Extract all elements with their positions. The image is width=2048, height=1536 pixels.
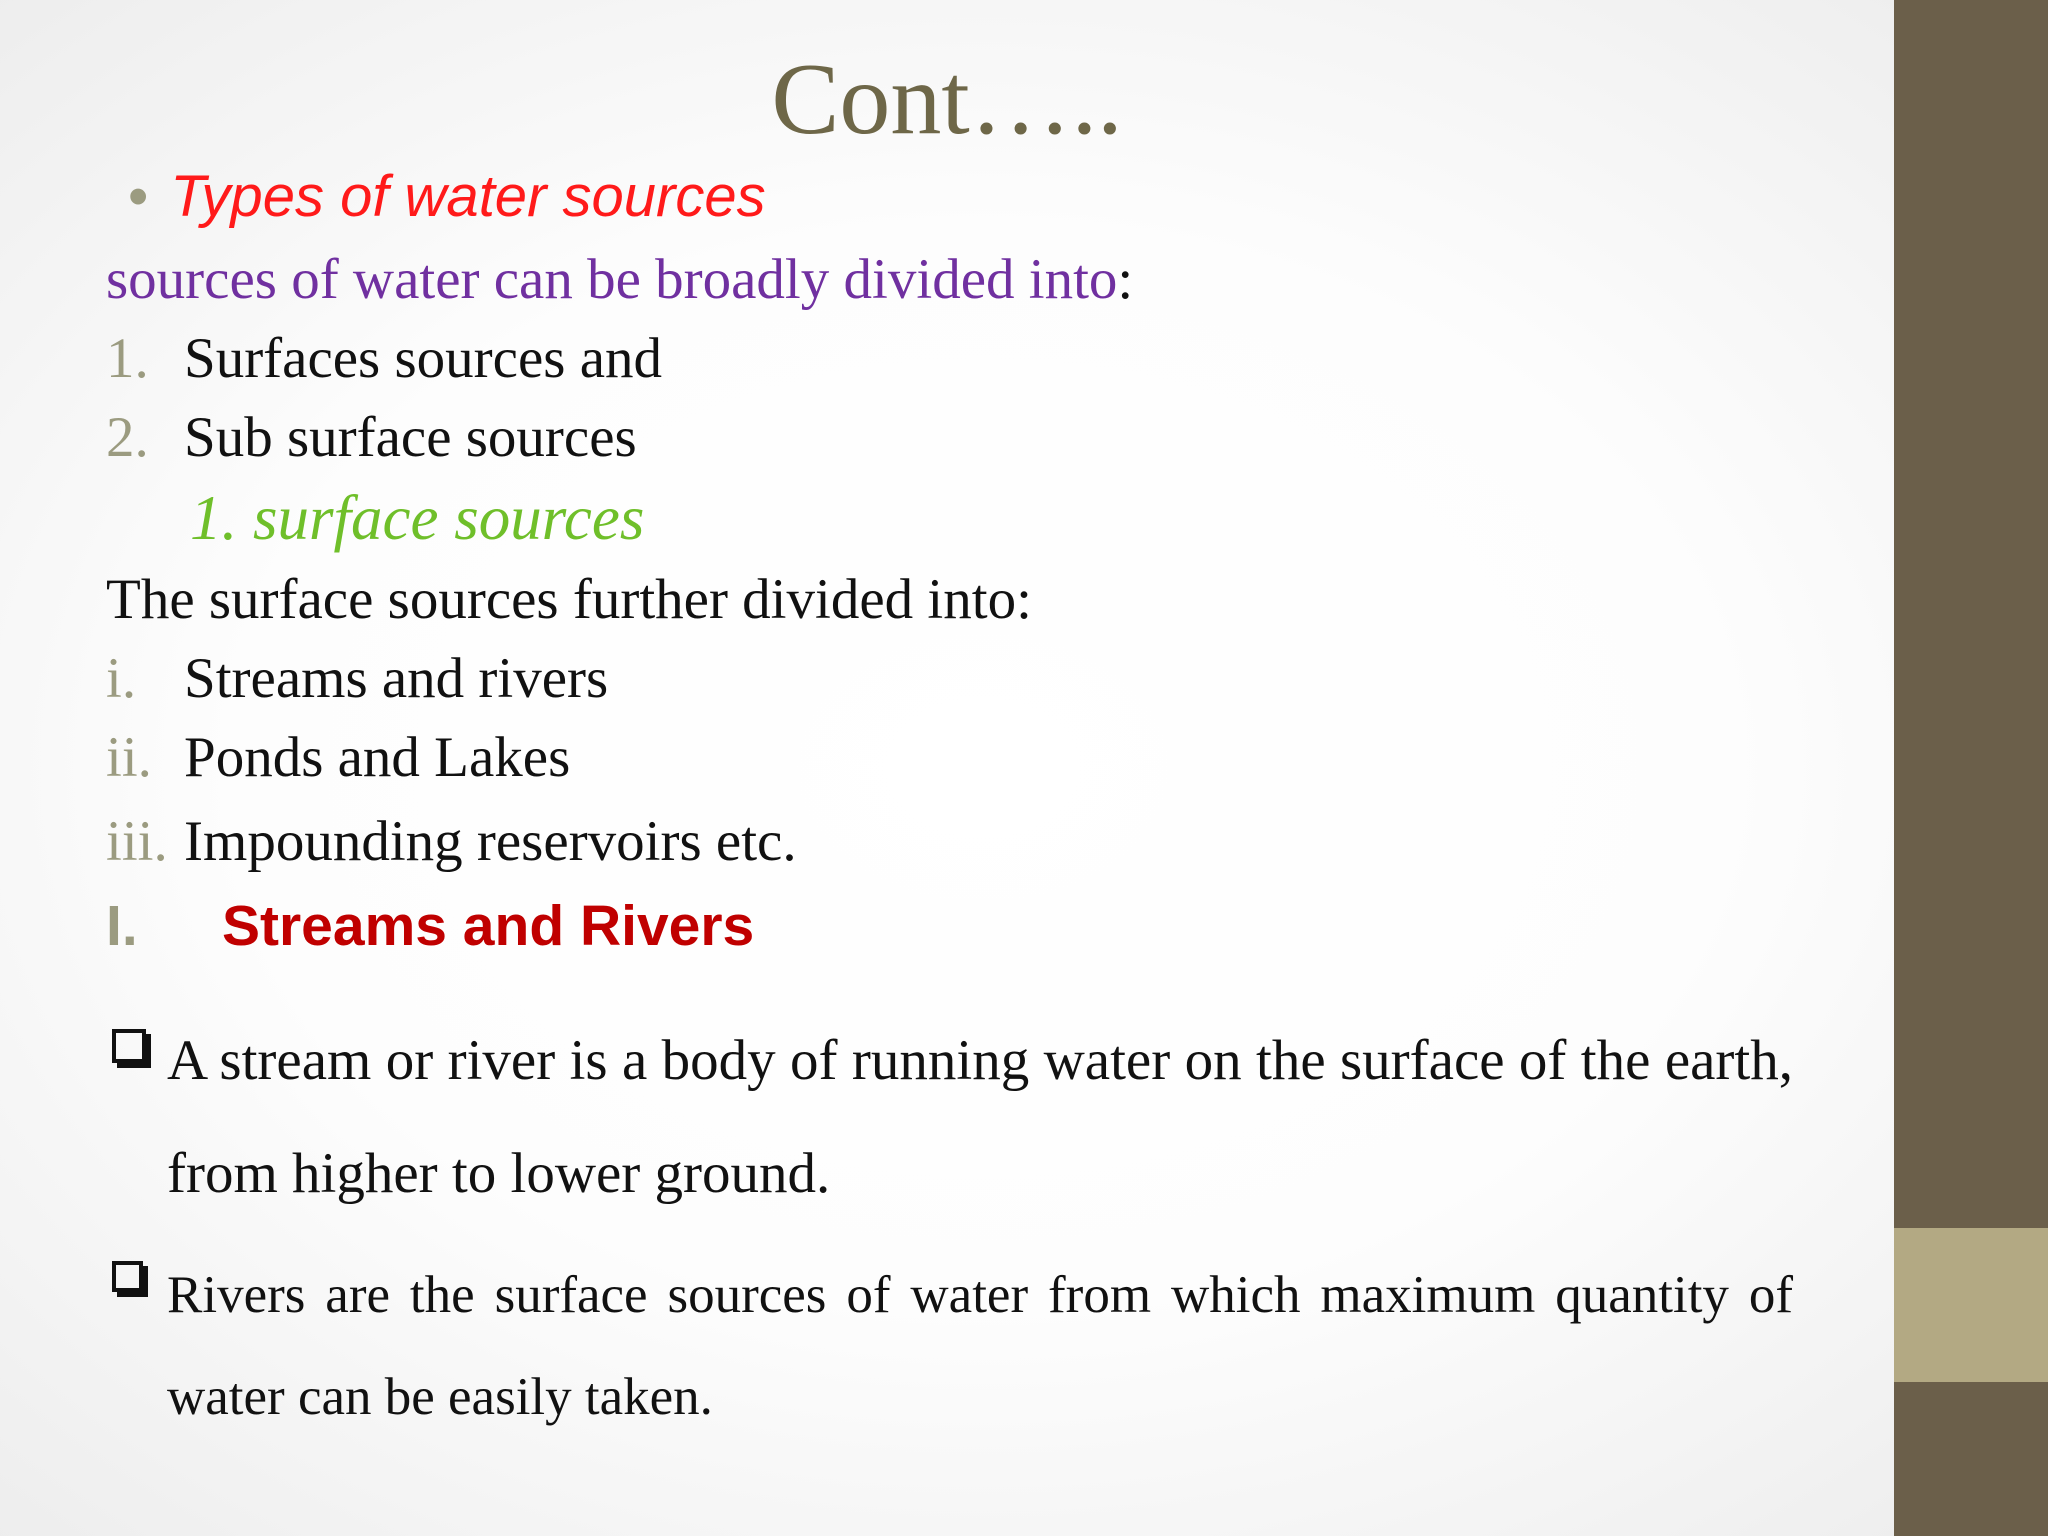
section-marker: I. <box>106 894 138 958</box>
list-marker: ii. <box>106 726 152 789</box>
section-title: Streams and Rivers <box>222 894 755 958</box>
slide-title: Cont….. <box>771 43 1123 156</box>
bullet-heading <box>128 162 766 232</box>
list-marker: 2. <box>106 406 149 469</box>
sidebar-accent-block <box>1894 1228 2048 1382</box>
list-item-streams-rivers: Streams and rivers <box>184 647 609 710</box>
list-item-impounding-reservoirs: Impounding reservoirs etc. <box>184 810 797 873</box>
paragraph-rivers-quantity: Rivers are the surface sources of water from which maximum quantity of water can be easily taken. <box>167 1266 1793 1426</box>
bullet-heading-text: Types of water sources <box>170 164 766 229</box>
list-marker: 1. <box>106 327 149 390</box>
list-item-sub-surface-sources: Sub surface sources <box>184 406 637 469</box>
list-marker: iii. <box>106 810 168 873</box>
subheading-surface-sources: 1. surface sources <box>190 483 645 553</box>
surface-intro-text: The surface sources further divided into: <box>106 568 1032 631</box>
bullet-dot: • <box>128 164 149 229</box>
checkbox-bullet-icon <box>112 1029 146 1063</box>
list-item-surface-sources: Surfaces sources and <box>184 327 662 390</box>
list-item-ponds-lakes: Ponds and Lakes <box>184 726 571 789</box>
paragraph-stream-definition: A stream or river is a body of running water on the surface of the earth, from higher to lower ground. <box>167 1029 1793 1205</box>
intro-text: sources of water can be broadly divided into: <box>106 248 1134 311</box>
checkbox-bullet-icon <box>112 1261 143 1292</box>
list-marker: i. <box>106 647 137 710</box>
